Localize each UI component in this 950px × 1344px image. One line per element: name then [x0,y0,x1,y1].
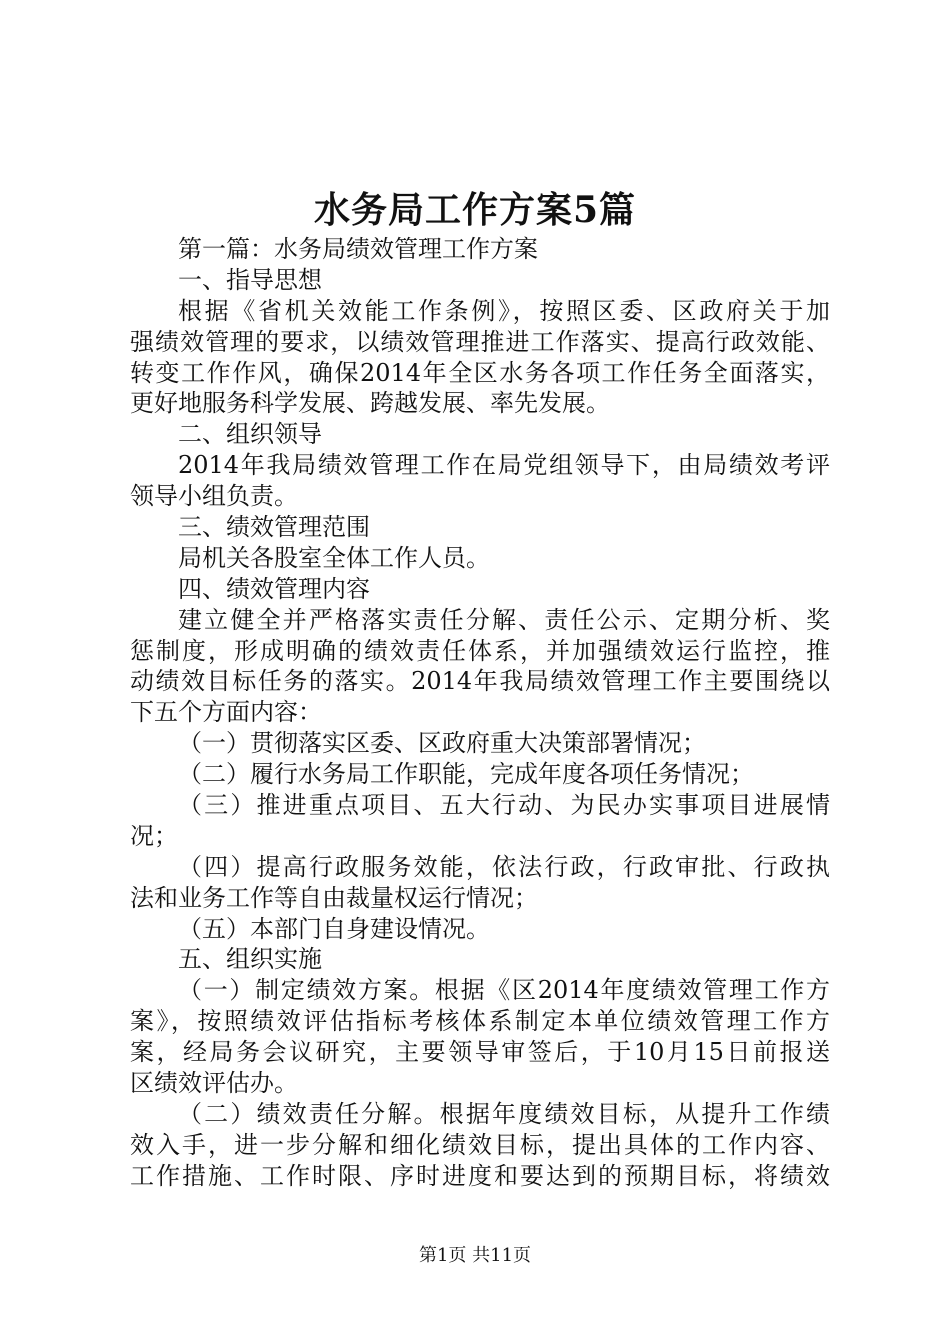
text-line: 下五个方面内容： [130,698,322,727]
text-line: 第一篇：水务局绩效管理工作方案 [178,235,538,263]
text-line: 效入手，进一步分解和细化绩效目标，提出具体的工作内容、 [130,1130,830,1159]
text-line: （四）提高行政服务效能，依法行政，行政审批、行政执 [178,852,830,881]
document-title: 水务局工作方案5篇 [313,189,637,231]
text-line: （一）制定绩效方案。根据《区2014年度绩效管理工作方 [178,976,830,1005]
text-line: 2014年我局绩效管理工作在局党组领导下，由局绩效考评 [178,451,830,480]
text-line: 转变工作作风，确保2014年全区水务各项工作任务全面落实， [130,358,830,387]
text-line: 三、绩效管理范围 [178,513,370,542]
text-line: 案，经局务会议研究，主要领导审签后，于10月15日前报送 [130,1038,830,1067]
text-line: 更好地服务科学发展、跨越发展、率先发展。 [130,389,610,418]
text-line: 动绩效目标任务的落实。2014年我局绩效管理工作主要围绕以 [130,667,830,696]
text-line: 强绩效管理的要求，以绩效管理推进工作落实、提高行政效能、 [130,327,830,356]
page-footer: 第1页 共11页 [418,1245,532,1266]
text-line: 一、指导思想 [178,265,322,294]
text-line: 建立健全并严格落实责任分解、责任公示、定期分析、奖 [178,605,830,634]
text-line: 局机关各股室全体工作人员。 [178,543,490,572]
text-line: （二）绩效责任分解。根据年度绩效目标，从提升工作绩 [178,1099,830,1128]
text-line: 根据《省机关效能工作条例》，按照区委、区政府关于加 [178,296,830,325]
text-line: 领导小组负责。 [130,482,298,511]
text-line: 二、组织领导 [178,420,322,449]
text-line: 四、绩效管理内容 [178,574,370,603]
text-line: 况； [130,821,178,850]
text-line: 案》，按照绩效评估指标考核体系制定本单位绩效管理工作方 [130,1007,830,1036]
text-line: （五）本部门自身建设情况。 [178,914,490,943]
document-body [130,234,830,1192]
text-line: 惩制度，形成明确的绩效责任体系，并加强绩效运行监控，推 [130,636,830,665]
text-line: （三）推进重点项目、五大行动、为民办实事项目进展情 [178,791,830,820]
text-line: 工作措施、工作时限、序时进度和要达到的预期目标，将绩效 [130,1161,830,1190]
text-line: 五、组织实施 [178,945,322,974]
text-line: （一）贯彻落实区委、区政府重大决策部署情况； [178,729,706,758]
text-line: （二）履行水务局工作职能，完成年度各项任务情况； [178,760,754,789]
text-line: 区绩效评估办。 [130,1069,298,1098]
text-line: 法和业务工作等自由裁量权运行情况； [130,883,538,912]
